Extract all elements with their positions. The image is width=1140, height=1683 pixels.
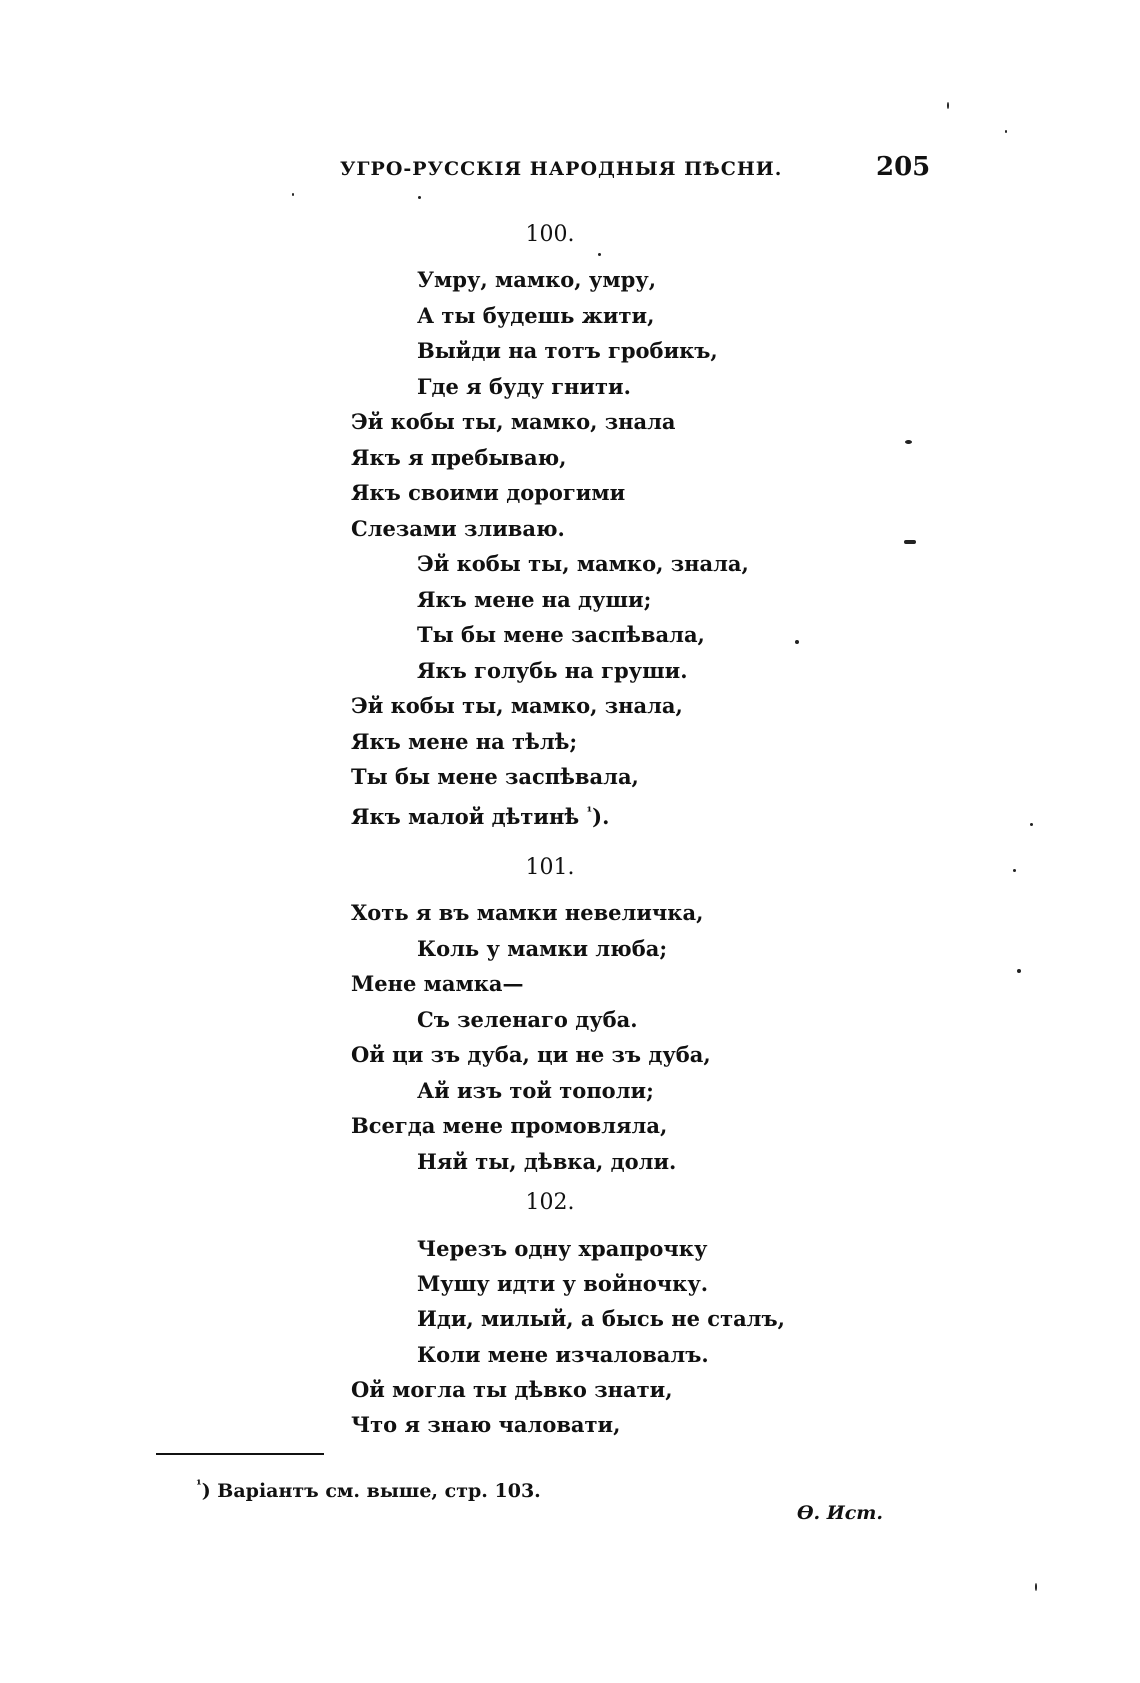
verse-text: Якъ малой дѣтинѣ [351, 804, 580, 829]
verse-line: Мене мамка— [351, 971, 524, 996]
scan-speck [1035, 1583, 1037, 1591]
verse-line: Где я буду гнити. [417, 374, 631, 399]
scan-speck [795, 640, 799, 644]
footnote-divider [156, 1453, 324, 1455]
verse-line: Что я знаю чаловати, [351, 1412, 621, 1437]
verse-line: Съ зеленаго дуба. [417, 1007, 638, 1032]
verse-line: Ой могла ты дѣвко знати, [351, 1377, 673, 1402]
verse-line: Якъ я пребываю, [351, 445, 567, 470]
scan-speck [418, 196, 421, 199]
verse-line: Иди, милый, а бысь не сталъ, [417, 1306, 785, 1331]
footnote-text: ) Варіантъ см. выше, стр. 103. [201, 1480, 541, 1502]
verse-line: А ты будешь жити, [417, 303, 655, 328]
scan-speck [1005, 130, 1007, 133]
verse-line: Коли мене изчаловалъ. [417, 1342, 709, 1367]
footnote [196, 1478, 541, 1502]
verse-line: Эй кобы ты, мамко, знала, [417, 551, 749, 576]
signature: Ѳ. Ист. [797, 1502, 884, 1524]
verse-line: Мушу идти у войночку. [417, 1271, 709, 1296]
verse-line: Якъ мене на тѣлѣ; [351, 729, 578, 754]
verse-line: Эй кобы ты, мамко, знала, [351, 693, 683, 718]
verse-line: Ой ци зъ дуба, ци не зъ дуба, [351, 1042, 711, 1067]
verse-line: Всегда мене промовляла, [351, 1113, 668, 1138]
scan-speck [598, 253, 601, 256]
scan-speck [905, 440, 912, 444]
verse-line: Ты бы мене заспѣвала, [417, 622, 705, 647]
verse-line: Слезами зливаю. [351, 516, 565, 541]
verse-line: Няй ты, дѣвка, доли. [417, 1149, 677, 1174]
scan-speck [1030, 823, 1033, 826]
footnote-reference: ¹ [586, 805, 593, 820]
verse-line: Выйди на тотъ гробикъ, [417, 338, 718, 363]
verse-line: Ай изъ той тополи; [417, 1078, 654, 1103]
scan-speck [1017, 969, 1021, 973]
verse-line: Ты бы мене заспѣвала, [351, 764, 639, 789]
verse-line: Умру, мамко, умру, [417, 267, 657, 292]
poem-number-102: 102. [525, 1190, 575, 1215]
poem-number-101: 101. [525, 855, 575, 880]
verse-line: Эй кобы ты, мамко, знала [351, 409, 676, 434]
verse-line: Черезъ одну храпрочку [417, 1236, 708, 1261]
verse-closing: ). [592, 804, 610, 829]
poem-number-100: 100. [525, 222, 575, 247]
scan-speck [292, 193, 294, 196]
verse-line-with-footnote [351, 800, 609, 830]
verse-line: Хоть я въ мамки невеличка, [351, 900, 704, 925]
page-number: 205 [876, 152, 931, 182]
running-title: УГРО-РУССКІЯ НАРОДНЫЯ ПѢСНИ. [340, 158, 783, 180]
scan-speck [1013, 869, 1016, 872]
verse-line: Якъ голубь на груши. [417, 658, 688, 683]
scan-speck [904, 540, 916, 544]
scan-speck [947, 102, 949, 109]
verse-line: Якъ своими дорогими [351, 480, 626, 505]
footnote-marker: ¹ [196, 1478, 202, 1493]
verse-line: Якъ мене на души; [417, 587, 652, 612]
verse-line: Коль у мамки люба; [417, 936, 668, 961]
